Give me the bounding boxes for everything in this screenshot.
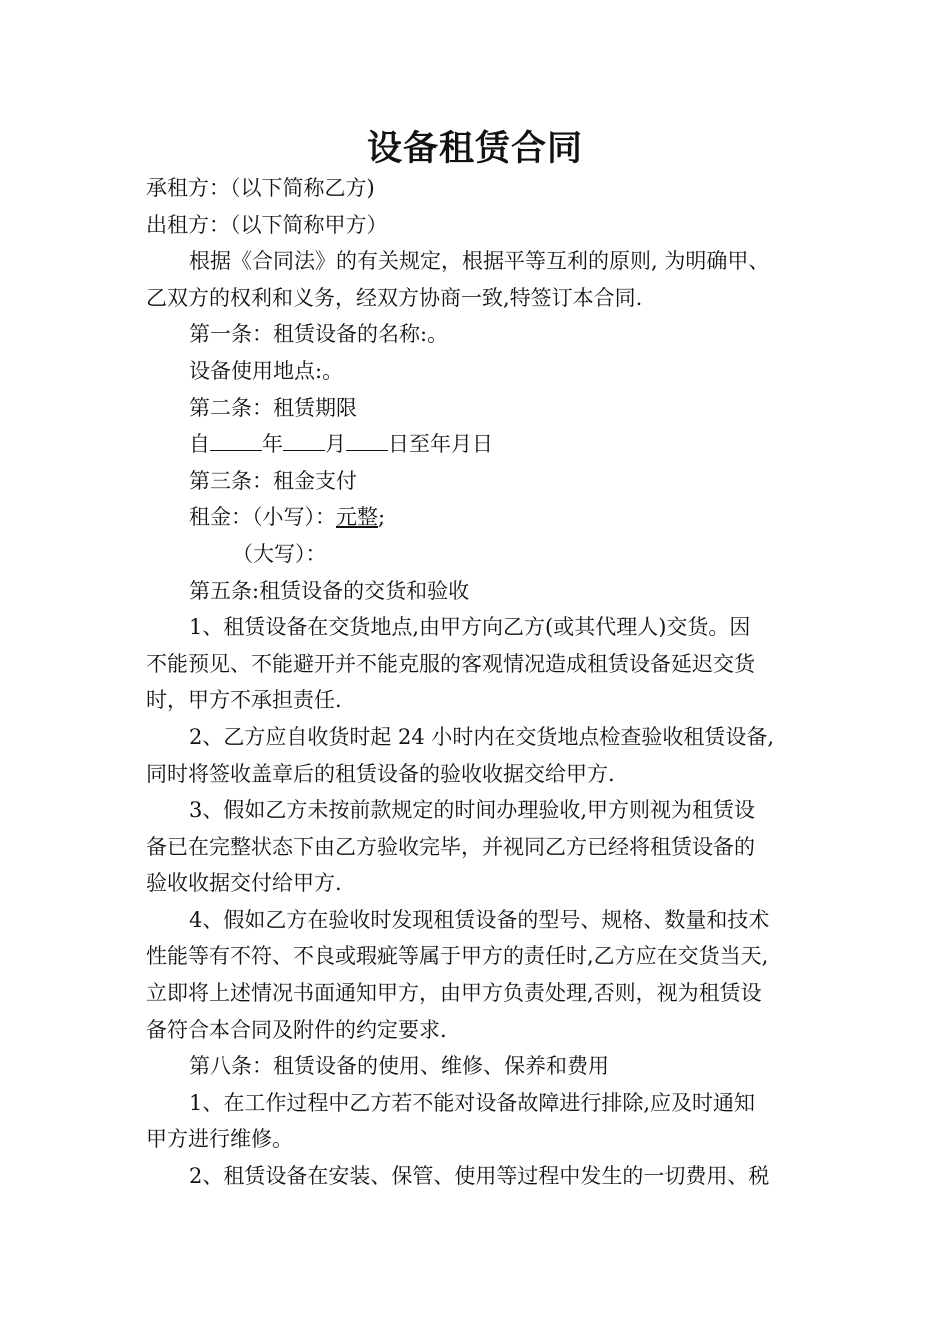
article-8-clause-2-line-1: 2、租赁设备在安装、保管、使用等过程中发生的一切费用、税 <box>189 1164 770 1189</box>
article-5-clause-2-line-1: 2、乙方应自收货时起 24 小时内在交货地点检查验收租赁设备, <box>189 724 775 749</box>
document-title: 设备租赁合同 <box>366 129 583 169</box>
article-5-clause-4-line-3: 立即将上述情况书面通知甲方，由甲方负责处理,否则，视为租赁设 <box>146 981 762 1006</box>
rent-amount-small-line <box>146 499 818 536</box>
lessor-line: 出租方：（以下简称甲方） <box>146 212 388 237</box>
lease-period-line <box>146 426 818 463</box>
article-5-title: 第五条:租赁设备的交货和验收 <box>189 578 470 603</box>
lessee-line: 承租方：（以下简称乙方) <box>146 176 375 200</box>
article-5-clause-3-line-1: 3、假如乙方未按前款规定的时间办理验收,甲方则视为租赁设 <box>189 798 756 823</box>
month-blank <box>283 430 325 451</box>
article-5-clause-3-line-2: 备已在完整状态下由乙方验收完毕，并视同乙方已经将租赁设备的 <box>146 834 755 859</box>
rent-amount-capital-line: （大写）： <box>232 541 327 566</box>
article-5-clause-3-line-3: 验收收据交付给甲方. <box>146 871 342 896</box>
article-2-title: 第二条：租赁期限 <box>189 395 357 420</box>
article-5-clause-4-line-2: 性能等有不符、不良或瑕疵等属于甲方的责任时,乙方应在交货当天, <box>146 944 769 969</box>
article-5-clause-2-line-2: 同时将签收盖章后的租赁设备的验收收据交给甲方. <box>146 761 615 786</box>
article-8-clause-1-line-1: 1、在工作过程中乙方若不能对设备故障进行排除,应及时通知 <box>189 1090 756 1115</box>
article-5-clause-4-line-1: 4、假如乙方在验收时发现租赁设备的型号、规格、数量和技术 <box>189 907 770 932</box>
preamble-line-1: 根据《合同法》的有关规定，根据平等互利的原则, 为明确甲、 <box>189 249 770 274</box>
article-8-clause-1-line-2: 甲方进行维修。 <box>146 1127 293 1152</box>
article-1-equipment-name: 第一条：租赁设备的名称:。 <box>189 322 449 347</box>
period-year-text: 年 <box>262 432 283 457</box>
article-1-usage-location: 设备使用地点:。 <box>189 358 344 383</box>
rent-small-end: ; <box>378 505 386 530</box>
article-5-clause-1-line-3: 时，甲方不承担责任. <box>146 688 342 713</box>
document-body <box>146 170 818 1195</box>
period-month-text: 月 <box>325 432 346 457</box>
rent-small-label: 租金：（小写）： <box>189 505 336 530</box>
article-5-clause-1-line-2: 不能预见、不能避开并不能克服的客观情况造成租赁设备延迟交货 <box>146 651 755 676</box>
day-blank <box>346 430 388 451</box>
article-5-clause-1-line-1: 1、租赁设备在交货地点,由甲方向乙方(或其代理人)交货。因 <box>189 615 751 640</box>
preamble-line-2: 乙双方的权利和义务，经双方协商一致,特签订本合同. <box>146 285 643 310</box>
article-5-clause-4-line-4: 备符合本合同及附件的约定要求. <box>146 1017 447 1042</box>
article-3-title: 第三条：租金支付 <box>189 468 357 493</box>
period-to-text: 日至年月日 <box>388 432 493 457</box>
article-8-title: 第八条：租赁设备的使用、维修、保养和费用 <box>189 1054 609 1079</box>
period-from-text: 自 <box>189 432 210 457</box>
rent-small-value: 元整 <box>336 505 378 530</box>
year-blank <box>210 430 262 451</box>
